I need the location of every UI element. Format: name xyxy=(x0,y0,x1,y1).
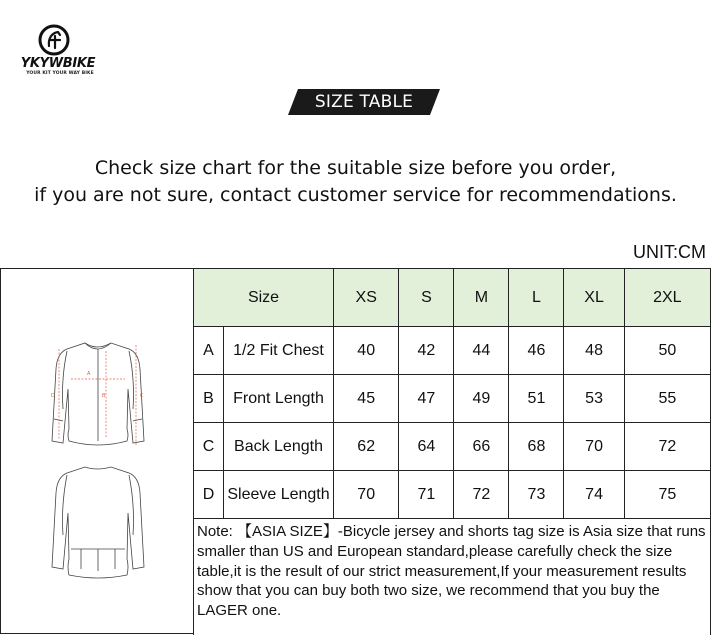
size-note: Note: 【ASIA SIZE】-Bicycle jersey and shorts tag size is Asia size that runs smaller than US and European standard,please carefully check the size table,it is the result of our strict measurement,If your measurement results show that you can buy both two size, we recommend that you buy the LAGER one. xyxy=(194,519,711,635)
table-cell: 49 xyxy=(454,375,509,423)
header-size-xs: XS xyxy=(334,269,399,327)
marker-d: D xyxy=(51,393,55,399)
table-cell: 64 xyxy=(399,423,454,471)
row-letter: D xyxy=(194,471,224,519)
table-cell: 51 xyxy=(509,375,564,423)
table-cell: 68 xyxy=(509,423,564,471)
table-cell: 44 xyxy=(454,327,509,375)
row-label: 1/2 Fit Chest xyxy=(224,327,334,375)
table-cell: 45 xyxy=(334,375,399,423)
row-letter: A xyxy=(194,327,224,375)
table-row xyxy=(194,327,711,375)
table-cell: 53 xyxy=(564,375,624,423)
table-row xyxy=(194,423,711,471)
banner-title: SIZE TABLE xyxy=(314,92,414,112)
table-cell: 42 xyxy=(399,327,454,375)
table-cell: 47 xyxy=(399,375,454,423)
marker-b: B xyxy=(102,393,106,399)
table-cell: 75 xyxy=(624,471,710,519)
table-cell: 46 xyxy=(509,327,564,375)
header-size-m: M xyxy=(454,269,509,327)
table-cell: 70 xyxy=(334,471,399,519)
note-row xyxy=(194,519,711,635)
table-cell: 70 xyxy=(564,423,624,471)
table-cell: 72 xyxy=(624,423,710,471)
table-cell: 71 xyxy=(399,471,454,519)
table-cell: 73 xyxy=(509,471,564,519)
instruction-line-2: if you are not sure, contact customer service for recommendations. xyxy=(34,184,677,206)
unit-label: UNIT:CM xyxy=(633,242,706,262)
header-size-l: L xyxy=(509,269,564,327)
marker-a: A xyxy=(87,371,91,377)
row-letter: B xyxy=(194,375,224,423)
header-size-label: Size xyxy=(194,269,334,327)
jersey-back-icon xyxy=(52,467,144,578)
table-cell: 50 xyxy=(624,327,710,375)
jersey-diagram xyxy=(1,269,195,635)
jersey-illustration-panel xyxy=(0,268,194,634)
table-cell: 62 xyxy=(334,423,399,471)
table-header-row xyxy=(194,269,711,327)
row-label: Front Length xyxy=(224,375,334,423)
table-cell: 48 xyxy=(564,327,624,375)
row-letter: C xyxy=(194,423,224,471)
bicycle-logo-icon xyxy=(38,24,70,56)
header-size-2xl: 2XL xyxy=(624,269,710,327)
jersey-front-icon xyxy=(52,343,144,445)
row-label: Sleeve Length xyxy=(224,471,334,519)
size-table-banner xyxy=(288,89,440,115)
brand-name: YKYWBIKE xyxy=(20,56,96,71)
brand-tagline: YOUR KIT YOUR WAY BIKE xyxy=(26,71,94,76)
header-size-s: S xyxy=(399,269,454,327)
instruction-line-1: Check size chart for the suitable size before you order, xyxy=(94,157,617,179)
size-table xyxy=(193,268,711,635)
table-cell: 55 xyxy=(624,375,710,423)
table-cell: 66 xyxy=(454,423,509,471)
table-row xyxy=(194,471,711,519)
table-cell: 74 xyxy=(564,471,624,519)
header-size-xl: XL xyxy=(564,269,624,327)
row-label: Back Length xyxy=(224,423,334,471)
marker-c: C xyxy=(140,393,144,399)
table-row xyxy=(194,375,711,423)
brand-logo xyxy=(8,24,108,80)
measurement-markers xyxy=(59,345,136,445)
table-cell: 72 xyxy=(454,471,509,519)
table-cell: 40 xyxy=(334,327,399,375)
